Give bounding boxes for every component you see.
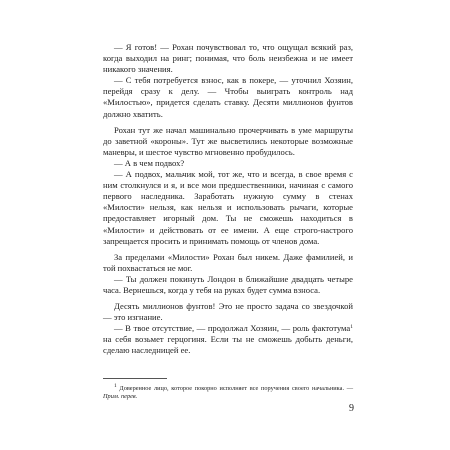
paragraph: За пределами «Милости» Рохан был никем. Даже фамилией, и той похвастаться не мог. xyxy=(103,251,353,273)
footnote-note-label: Прим. перев. xyxy=(103,393,138,401)
footnote-text: Доверенное лицо, которое покорно исполняет все поручения своего начальника. — xyxy=(116,385,353,392)
paragraph: — А подвох, мальчик мой, тот же, что и всегда, в свое время с ним столкнулся и я, и все мои предшественники, начиная с самого первого наследника. Заработать нужную сумму в стенах «Милости» нельзя, как нельзя и использовать рычаги, которые предоставляет игорный дом. Ты не сможешь находиться в «Милости» и действовать от ее имени. А еще строго-настрого запрещается просить и принимать помощь от членов дома. xyxy=(103,169,353,246)
paragraph-text-rest: на себя возьмет герцогиня. Если ты не сможешь добыть деньги, сделаю наследницей ее. xyxy=(103,334,353,356)
paragraph-with-footnote-ref xyxy=(103,323,353,356)
paragraph: — Ты должен покинуть Лондон в ближайшие двадцать четыре часа. Вернешься, когда у тебя на руках будет сумма взноса. xyxy=(103,273,353,295)
paragraph: — А в чем подвох? xyxy=(114,157,185,168)
footnote-marker: 1 xyxy=(114,383,117,389)
paragraph-text: — В твое отсутствие, — продолжал Хозяин, — роль фактотума xyxy=(114,323,351,334)
body-text xyxy=(103,42,353,357)
page-number: 9 xyxy=(349,403,354,414)
footnote-divider xyxy=(103,378,167,379)
footnote-ref-marker: 1 xyxy=(350,324,353,331)
paragraph: Рохан тут же начал машинально прочерчивать в уме маршруты до заветной «короны». Тут же высветились некоторые возможные маневры, и шестое чувство мгновенно пробудилось. xyxy=(103,124,353,157)
footnote xyxy=(103,385,353,402)
paragraph: — С тебя потребуется взнос, как в покере, — уточнил Хозяин, перейдя сразу к делу. — Чтобы выиграть контроль над «Милостью», придется сделать ставку. Десяти миллионов фунтов должно хватить. xyxy=(103,75,353,119)
paragraph: — Я готов! — Рохан почувствовал то, что ощущал всякий раз, когда выходил на ринг; понимая, что боль неизбежна и не имеет никакого значения. xyxy=(103,42,353,75)
paragraph: Десять миллионов фунтов! Это не просто задача со звездочкой — это изгнание. xyxy=(103,301,353,323)
